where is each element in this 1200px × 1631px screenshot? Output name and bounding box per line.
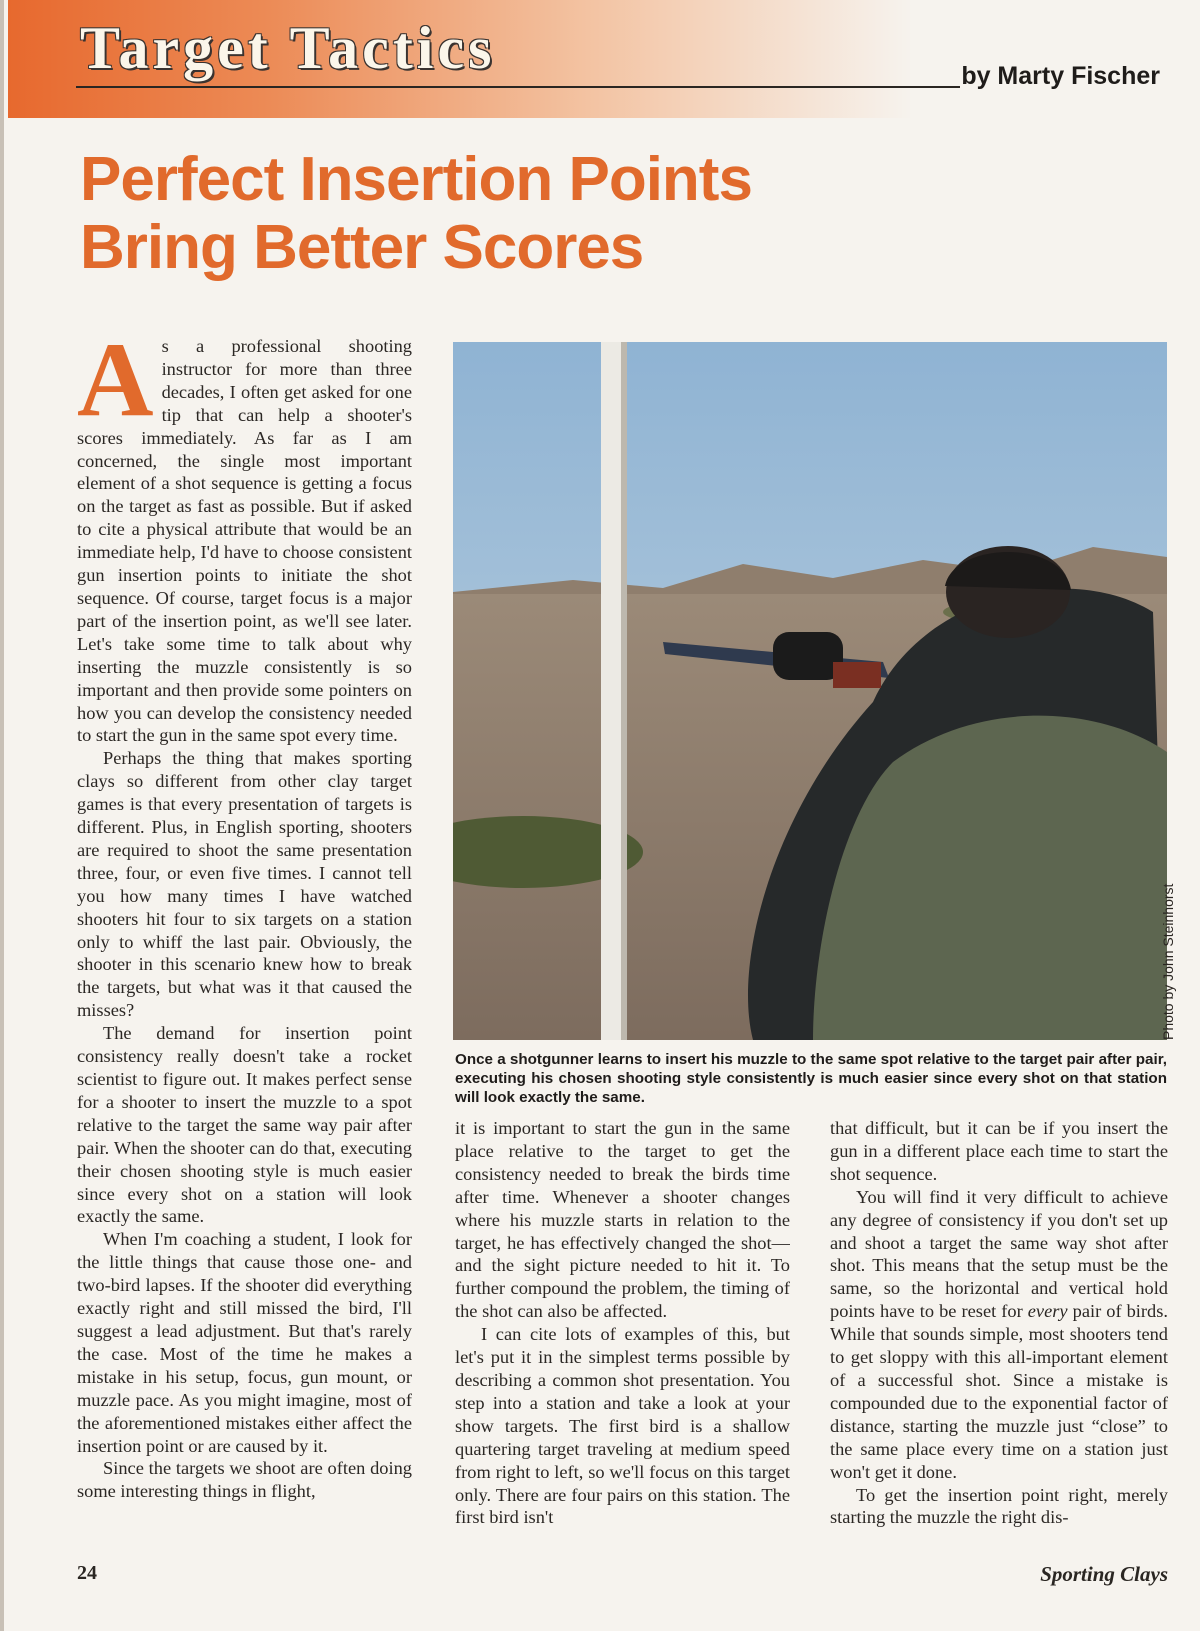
paragraph-9-text-b: pair of birds. While that sounds simple, most shooters tend to get sloppy with this all-important element of a successful shot. Since a mistake is compounded due to the exponential factor of distance, starting the muzzle just “close” to the same place every time on a station just won't get it done.: [830, 1301, 1168, 1482]
paragraph-10: To get the insertion point right, merely starting the muzzle the right dis-: [830, 1484, 1168, 1528]
department-title: Target Tactics: [80, 15, 496, 81]
column-3: [830, 1117, 1168, 1553]
shooter-photo-illustration: [453, 342, 1167, 1040]
drop-cap: A: [77, 335, 154, 438]
magazine-name: Sporting Clays: [1040, 1562, 1168, 1586]
paragraph-7: I can cite lots of examples of this, but let's put it in the simplest terms possible by describing a common shot presentation. You step into a station and take a look at your show targets. The first bird is a shallow quartering target traveling at medium speed from right to left, so we'll focus on this target only. There are four pairs on this station. The first bird isn't: [455, 1324, 790, 1528]
paragraph-8: that difficult, but it can be if you insert the gun in a different place each time to start the shot sequence.: [830, 1118, 1168, 1184]
paragraph-6: it is important to start the gun in the same place relative to the target to get the consistency needed to break the birds time after time. Whenever a shooter changes where his muzzle starts in relation to the target, he has effectively changed the shot—and the sight picture needed to hit it. To further compound the problem, the timing of the shot can also be affected.: [455, 1118, 790, 1322]
paragraph-9-text-a: You will find it very difficult to achieve any degree of consistency if you don't set up and shoot a target the same way shot after shot. This means that the setup must be the same, so the horizontal and vertical hold points have to be reset for: [830, 1186, 1168, 1322]
header-rule: [76, 86, 960, 88]
paragraph-4: When I'm coaching a student, I look for the little things that cause those one- and two-bird lapses. If the shooter did everything exactly right and still missed the bird, I'll suggest a lead adjustment. But that's rarely the case. Most of the time he makes a mistake in his setup, focus, gun mount, or muzzle pace. As you might imagine, most of the aforementioned mistakes either affect the insertion point or are caused by it.: [77, 1229, 412, 1456]
paragraph-3: The demand for insertion point consistency really doesn't take a rocket scientist to figure out. It makes perfect sense for a shooter to insert the muzzle to a spot relative to the target the same way pair after pair. When the shooter can do that, executing their chosen shooting style is much easier since every shot on a station will look exactly the same.: [77, 1023, 412, 1227]
paragraph-1-text: s a professional shooting instructor for more than three decades, I often get asked for one tip that can help a shooter's scores immediately. As far as I am concerned, the single most important element of a shot sequence is getting a focus on the target as fast as possible. But if asked to cite a physical attribute that would be an immediate help, I'd have to choose consistent gun insertion points to initiate the shot sequence. Of course, target focus is a major part of the insertion point, as we'll see later. Let's take some time to talk about why inserting the muzzle consistently is so important and then provide some pointers on how you can develop the consistency needed to start the gun in the same spot every time.: [77, 336, 412, 746]
page-edge: [0, 0, 4, 1631]
photo-caption: Once a shotgunner learns to insert his muzzle to the same spot relative to the target pair after pair, executing his chosen shooting style consistently is much easier since every shot on that station will look exactly the same.: [455, 1051, 1167, 1106]
photo-credit: Photo by John Steinhorst: [1160, 883, 1176, 1040]
byline: by Marty Fischer: [961, 62, 1160, 90]
page-number: 24: [77, 1562, 97, 1584]
column-1: [77, 335, 412, 1547]
paragraph-1: [77, 335, 412, 747]
paragraph-9: [830, 1186, 1168, 1484]
column-2: [455, 1117, 790, 1553]
paragraph-2: Perhaps the thing that makes sporting clays so different from other clay target games is that every presentation of targets is different. Plus, in English sporting, shooters are required to shoot the same presentation three, four, or even five times. I cannot tell you how many times I have watched shooters hit four to six targets on a station only to whiff the last pair. Obviously, the shooter in this scenario knew how to break the targets, but what was it that caused the misses?: [77, 748, 412, 1021]
paragraph-9-emphasis: every: [1027, 1301, 1068, 1322]
article-headline: Perfect Insertion Points Bring Better Scores: [80, 145, 752, 282]
paragraph-5: Since the targets we shoot are often doing some interesting things in flight,: [77, 1458, 412, 1502]
article-photo: [453, 342, 1167, 1040]
